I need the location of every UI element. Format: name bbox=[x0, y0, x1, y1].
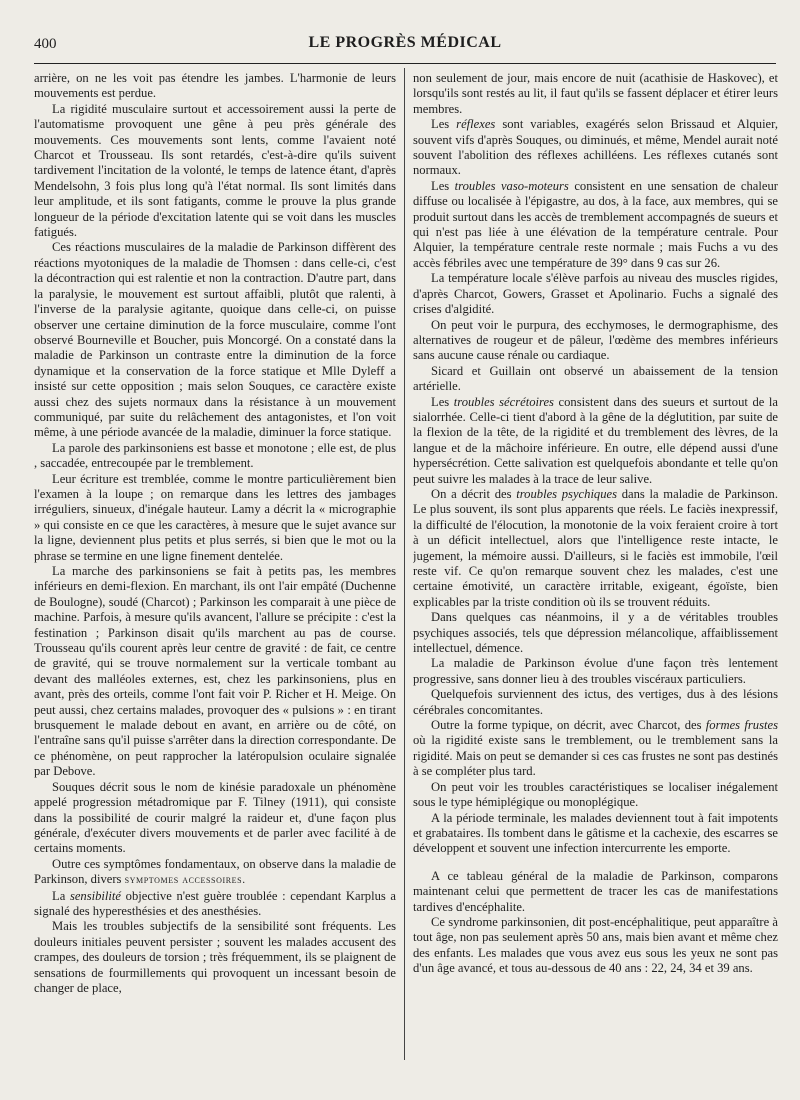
paragraph bbox=[413, 179, 778, 271]
paragraph-text: On a décrit des bbox=[431, 486, 512, 501]
emphasis-term: formes frustes bbox=[705, 718, 778, 733]
paragraph: Sicard et Guillain ont observé un abaissement de la tension artérielle. bbox=[413, 363, 778, 394]
column-divider bbox=[404, 68, 405, 1060]
left-column bbox=[34, 71, 396, 1061]
paragraph bbox=[413, 395, 778, 487]
paragraph-text: consistent dans des sueurs et surtout de la sialorrhée. Celle-ci tient d'abord à la gêne de la déglutition, par suite de la flexion de la tête, de la rigidité et du tremblement des lèvres, de la langue et de la mâchoire inférieure. En outre, elle dépend aussi d'une hypersécrétion. Cette salivation est quelquefois abondante et telle qu'on peut suivre les malades à la trace de leur salive. bbox=[413, 394, 778, 486]
paragraph: On peut voir le purpura, des ecchymoses, le dermographisme, des alternatives de rougeur et de pâleur, l'œdème des membres inférieurs sans aucune cause rénale ou cardiaque. bbox=[413, 317, 778, 363]
section-label: symptomes accessoires. bbox=[124, 874, 246, 887]
paragraph: Mais les troubles subjectifs de la sensibilité sont fréquents. Les douleurs initiales peuvent persister ; souvent les malades accusent des crampes, des douleurs de torsion ; très fréquemment, ils se plaignent de sensations de fourmillements qui provoquent un incessant besoin de changer de place, bbox=[34, 919, 396, 995]
page-number: 400 bbox=[34, 36, 57, 52]
paragraph: Ces réactions musculaires de la maladie de Parkinson diffèrent des réactions myotoniques de la maladie de Thomsen : dans celle-ci, c'est la décontraction qui est ralentie et non la contraction. D'autre part, dans la paralysie, le mouvement est surtout affaibli, plutôt que ralenti, à l'inverse de la paralysie agitante, quoique dans celle-ci, on puisse observer une certaine diminution de la force musculaire, comme l'ont observé Bourneville et Boucher, puis Moncorgé. On a constaté dans la maladie de Parkinson un contraste entre la diminution de la force dynamique et la conservation de la force statique et Mlle Dyleff a insisté sur cette opposition ; mais selon Souques, ce caractère existe aussi chez des sujets normaux dans la résistance à un mouvement communiqué, par suite du relâchement des antagonistes, et l'on voit même, à une période avancée de la maladie, diminuer la force statique. bbox=[34, 240, 396, 440]
right-column bbox=[413, 71, 778, 1061]
paragraph: La marche des parkinsoniens se fait à petits pas, les membres inférieurs en demi-flexion. En marchant, ils ont l'air empâté (Duchenne de Boulogne), soudé (Charcot) ; Parkinson les comparait à une pièce de machine. Parfois, à mesure qu'ils avancent, l'allure se précipite : c'est la festination ; Parkinson disait qu'ils marchent au pas de course. Trousseau qu'ils courent après leur centre de gravité : de fait, ce centre de gravité, qui se trouve normalement sur la verticale tombant au devant des malléoles externes, est, chez les parkinsoniens, plus en avant, près des orteils, comme l'ont fait voir P. Richer et H. Meige. On peut aussi, chez certains malades, provoquer des « pulsions » : en tirant brusquement le malade debout en avant, en arrière ou de côté, on l'entraîne sans qu'il puisse s'arrêter dans la direction correspondante. De ce phénomène, on peut rapprocher la latéropulsion oculaire signalée par Debove. bbox=[34, 564, 396, 779]
paragraph: On peut voir les troubles caractéristiques se localiser inégalement sous le type hémiplégique ou monoplégique. bbox=[413, 779, 778, 810]
paragraph: La température locale s'élève parfois au niveau des muscles rigides, d'après Charcot, Gowers, Grasset et Apolinario. Fuchs a signalé des crises d'algidité. bbox=[413, 271, 778, 317]
paragraph: La rigidité musculaire surtout et accessoirement aussi la perte de l'automatisme provoquent une gêne à peu près générale des mouvements. Ces mouvements sont lents, comme l'avaient noté Charcot et Trousseau. Ils sont retardés, c'est-à-dire qu'ils suivent tardivement l'incitation de la volonté, le temps de latence étant, d'après Mendelsohn, 3 fois plus long qu'à l'état normal. Ils sont limités dans leur amplitude, et ils sont fatigants, comme le prouve la plus grande longueur de la période d'excitation latente qui se voit dans les muscles fatigués. bbox=[34, 101, 396, 240]
paragraph: Souques décrit sous le nom de kinésie paradoxale un phénomène appelé progression métadromique par F. Tilney (1911), qui consiste dans la possibilité de courir malgré la raideur et, d'une façon plus générale, d'exécuter divers mouvements et de parler avec facilité à de certains moments. bbox=[34, 779, 396, 856]
paragraph-text: où la rigidité existe sans le tremblement, ou le tremblement sans la rigidité. Mais on peut se demander si ces cas frustes ne sont pas destinés à se compléter plus tard. bbox=[413, 733, 778, 779]
paragraph-text: Les bbox=[431, 394, 450, 409]
paragraph: Ce syndrome parkinsonien, dit post-encéphalitique, peut apparaître à tout âge, non pas seulement après 50 ans, mais bien avant et même chez des enfants. Les malades que vous avez eus sous les yeux ne sont pas d'un âge avancé, et tous au-dessous de 40 ans : 22, 24, 34 et 39 ans. bbox=[413, 914, 778, 976]
header-rule bbox=[34, 63, 776, 64]
paragraph: Quelquefois surviennent des ictus, des vertiges, dus à des lésions cérébrales concomitantes. bbox=[413, 687, 778, 717]
paragraph bbox=[34, 857, 396, 889]
paragraph-text: consistent en une sensation de chaleur diffuse ou localisée à l'épigastre, au dos, à la face, aux membres, qui se produit surtout dans les accès de tremblement accompagnés de sueurs et qui n'est pas liée à une élévation de la température centrale. Pour Alquier, la température centrale reste normale ; mais Fuchs a vu des accès fébriles avec une température de 39° dans 9 cas sur 26. bbox=[413, 178, 778, 270]
paragraph-text: Outre ces symptômes fondamentaux, on observe dans la maladie de Parkinson, divers bbox=[34, 856, 396, 887]
paragraph-text: dans la maladie de Parkinson. Le plus souvent, ils sont plus apparents que réels. Le faciès inexpressif, la difficulté de l'élocution, la monotonie de la voix feraient croire à tort à un déficit intellectuel, alors que l'intelligence reste intacte, le jugement, la mémoire aussi. D'ailleurs, si le faciès est immobile, l'œil reste vif. Ce qu'on remarque souvent chez les malades, c'est une certaine émotivité, un caractère irritable, exigeant, égoïste, bien explicables par la triste condition où ils se trouvent réduits. bbox=[413, 486, 778, 609]
paragraph-text: Outre la forme typique, on décrit, avec Charcot, des bbox=[431, 718, 702, 733]
paragraph: arrière, on ne les voit pas étendre les jambes. L'harmonie de leurs mouvements est perdue. bbox=[34, 71, 396, 101]
emphasis-term: sensibilité bbox=[69, 888, 122, 903]
paragraph bbox=[413, 718, 778, 780]
paragraph-text: objective n'est guère troublée : cependant Karplus a signalé des hyperesthésies et des anesthésies. bbox=[34, 888, 396, 918]
page-header bbox=[34, 34, 776, 56]
paragraph bbox=[413, 487, 778, 610]
paragraph: La parole des parkinsoniens est basse et monotone ; elle est, de plus , saccadée, entrecoupée par le tremblement. bbox=[34, 440, 396, 471]
paragraph: A la période terminale, les malades deviennent tout à fait impotents et grabataires. Ils tombent dans le gâtisme et la cachexie, des escarres se développent et souvent une infection intercurrente les emporte. bbox=[413, 810, 778, 856]
journal-title: LE PROGRÈS MÉDICAL bbox=[308, 34, 502, 51]
paragraph: Dans quelques cas néanmoins, il y a de véritables troubles psychiques associés, tels que dépression mélancolique, affaiblissement intellectuel, démence. bbox=[413, 610, 778, 656]
paragraph-text: Les bbox=[431, 178, 450, 193]
paragraph-text: La bbox=[52, 888, 66, 903]
emphasis-term: troubles psychiques bbox=[516, 486, 618, 501]
paragraph-text: Les bbox=[431, 117, 450, 132]
paragraph: A ce tableau général de la maladie de Parkinson, comparons maintenant celui que permettent de tracer les cas de manifestations tardives d'encéphalite. bbox=[413, 868, 778, 914]
paragraph: Leur écriture est tremblée, comme le montre particulièrement bien l'examen à la loupe ; on remarque dans les lettres des jambages irréguliers, sinueux, d'inégale hauteur. Lamy a décrit la « micrographie » qui consiste en ce que les caractères, à mesure que le sujet avance sur la ligne, deviennent plus petits et plus serrés, si bien que le mot ou la phrase se termine en une ligne finement dentelée. bbox=[34, 471, 396, 563]
paragraph: non seulement de jour, mais encore de nuit (acathisie de Haskovec), et lorsqu'ils sont restés au lit, il faut qu'ils se fassent déplacer et étirer leurs membres. bbox=[413, 71, 778, 116]
emphasis-term: troubles vaso-moteurs bbox=[454, 178, 569, 193]
emphasis-term: troubles sécrétoires bbox=[453, 394, 554, 409]
emphasis-term: réflexes bbox=[456, 117, 496, 132]
paragraph-text: sont variables, exagérés selon Brissaud et Alquier, souvent vifs d'après Souques, ou diminués, et même, Mendel aurait noté souvent l'abolition des réflexes achilléens. Les réflexes cutanés sont normaux. bbox=[413, 117, 778, 178]
paragraph: La maladie de Parkinson évolue d'une façon très lentement progressive, sans donner lieu à des troubles viscéraux particuliers. bbox=[413, 656, 778, 686]
paragraph bbox=[34, 889, 396, 920]
paragraph bbox=[413, 117, 778, 179]
